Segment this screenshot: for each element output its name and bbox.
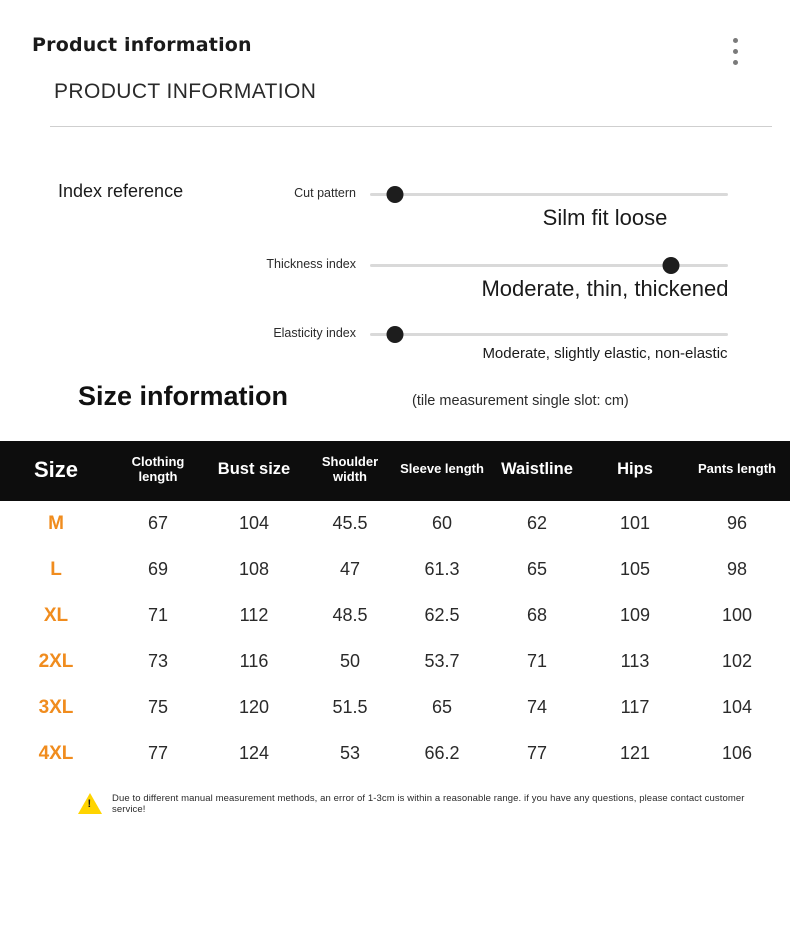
page-title: Product information: [32, 34, 252, 56]
warning-triangle-icon: [78, 793, 102, 814]
cell-clothing-length: 71: [147, 605, 169, 626]
index-caption-cut-pattern: Silm fit loose: [542, 205, 668, 230]
cell-sleeve-length: 65: [431, 697, 453, 718]
col-header-waistline: Waistline: [488, 441, 586, 501]
cell-sleeve-length: 66.2: [424, 743, 460, 764]
index-caption-elasticity-index: Moderate, slightly elastic, non-elastic: [482, 345, 728, 362]
slider-knob-elasticity-index[interactable]: [387, 326, 404, 343]
divider: [50, 126, 772, 127]
cell-bust-size: 116: [239, 651, 269, 672]
table-row: [0, 593, 790, 639]
col-header-clothing-length: Clothing length: [112, 441, 204, 501]
cell-sleeve-length: 62.5: [424, 605, 460, 626]
section-subtitle: PRODUCT INFORMATION: [54, 80, 317, 103]
cell-hips: 117: [620, 697, 650, 718]
cell-hips: 101: [619, 513, 651, 534]
cell-shoulder-width: 50: [339, 651, 361, 672]
index-reference-title: Index reference: [58, 181, 184, 201]
cell-clothing-length: 67: [147, 513, 169, 534]
slider-knob-thickness-index[interactable]: [662, 257, 679, 274]
cell-waistline: 68: [526, 605, 548, 626]
size-table-header: [0, 441, 790, 501]
cell-pants-length: 98: [726, 559, 748, 580]
cell-bust-size: 104: [238, 513, 270, 534]
kebab-dot: [733, 38, 738, 43]
cell-hips: 121: [619, 743, 651, 764]
cell-size: L: [50, 558, 62, 580]
table-header-row: [0, 441, 790, 501]
cell-pants-length: 96: [726, 513, 748, 534]
cell-clothing-length: 73: [147, 651, 169, 672]
cell-hips: 109: [619, 605, 651, 626]
cell-shoulder-width: 47: [339, 559, 361, 580]
index-label-elasticity-index: Elasticity index: [273, 326, 356, 340]
cell-sleeve-length: 60: [431, 513, 453, 534]
cell-sleeve-length: 53.7: [424, 651, 460, 672]
section-subtitle-wrap: [0, 80, 790, 104]
size-table-body: [0, 501, 790, 777]
col-header-size: Size: [0, 441, 112, 501]
cell-sleeve-length: 61.3: [424, 559, 460, 580]
cell-clothing-length: 69: [147, 559, 169, 580]
cell-waistline: 74: [526, 697, 548, 718]
slider-knob-cut-pattern[interactable]: [387, 186, 404, 203]
table-row: [0, 547, 790, 593]
cell-hips: 105: [619, 559, 651, 580]
disclaimer-text: Due to different manual measurement methods, an error of 1-3cm is within a reasonable range. if you have any questions, please contact customer service!: [112, 792, 745, 815]
col-header-sleeve-length: Sleeve length: [396, 441, 488, 501]
cell-clothing-length: 77: [147, 743, 169, 764]
cell-pants-length: 100: [721, 605, 753, 626]
cell-size: M: [48, 512, 64, 534]
cell-pants-length: 106: [721, 743, 753, 764]
kebab-dot: [733, 60, 738, 65]
table-row: [0, 731, 790, 777]
size-information-title: Size information: [78, 381, 289, 411]
index-caption-thickness-index: Moderate, thin, thickened: [481, 276, 729, 301]
cell-waistline: 62: [526, 513, 548, 534]
cell-bust-size: 108: [238, 559, 270, 580]
cell-size: 3XL: [38, 696, 74, 718]
index-label-thickness-index: Thickness index: [266, 257, 356, 271]
cell-clothing-length: 75: [147, 697, 169, 718]
cell-size: 2XL: [38, 650, 74, 672]
slider-track-thickness-index[interactable]: [370, 264, 728, 267]
cell-bust-size: 124: [238, 743, 270, 764]
size-table: [0, 441, 790, 777]
size-information-header: [0, 381, 790, 441]
cell-bust-size: 120: [238, 697, 270, 718]
cell-shoulder-width: 48.5: [332, 605, 368, 626]
cell-waistline: 65: [526, 559, 548, 580]
slider-track-cut-pattern[interactable]: [370, 193, 728, 196]
size-information-note: (tile measurement single slot: cm): [412, 393, 629, 409]
table-row: [0, 639, 790, 685]
cell-shoulder-width: 45.5: [332, 513, 368, 534]
cell-waistline: 71: [526, 651, 548, 672]
cell-waistline: 77: [526, 743, 548, 764]
index-reference-section: [0, 173, 790, 363]
cell-bust-size: 112: [239, 605, 269, 626]
col-header-shoulder-width: Shoulder width: [304, 441, 396, 501]
col-header-bust-size: Bust size: [204, 441, 304, 501]
cell-shoulder-width: 53: [339, 743, 361, 764]
kebab-dot: [733, 49, 738, 54]
cell-size: XL: [43, 604, 69, 626]
page-header: [0, 0, 790, 56]
col-header-pants-length: Pants length: [684, 441, 790, 501]
col-header-hips: Hips: [586, 441, 684, 501]
cell-pants-length: 104: [721, 697, 753, 718]
index-label-cut-pattern: Cut pattern: [294, 186, 356, 200]
kebab-menu-icon[interactable]: [732, 38, 738, 65]
cell-size: 4XL: [38, 742, 74, 764]
table-row: [0, 685, 790, 731]
cell-hips: 113: [620, 651, 650, 672]
measurement-disclaimer: [0, 777, 790, 815]
table-row: [0, 501, 790, 547]
slider-track-elasticity-index[interactable]: [370, 333, 728, 336]
cell-pants-length: 102: [721, 651, 753, 672]
cell-shoulder-width: 51.5: [332, 697, 368, 718]
